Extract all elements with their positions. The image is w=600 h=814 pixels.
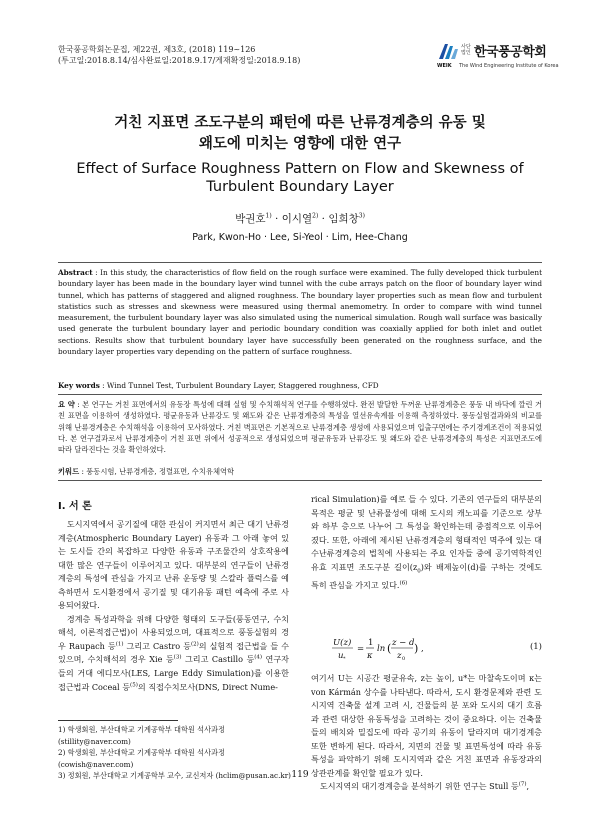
english-keywords [58, 380, 542, 391]
authors-korean [0, 211, 600, 226]
author-name: 이시열 [281, 213, 313, 225]
svg-text:z − d: z − d [392, 638, 415, 648]
section-heading: I. 서 론 [58, 501, 92, 512]
abstract-top-rule [58, 262, 542, 263]
left-column [58, 518, 289, 694]
english-abstract [58, 267, 542, 357]
author-name: 박권호 [235, 213, 266, 225]
svg-text:0: 0 [402, 656, 406, 662]
english-title-line2: Turbulent Boundary Layer [206, 179, 394, 195]
author-separator: · [271, 213, 282, 225]
korean-keywords [58, 466, 542, 477]
abstract-mid-rule [58, 394, 542, 395]
journal-header [58, 44, 300, 66]
left-paragraph-1: 도시지역에서 공기질에 대한 관심이 커지면서 최근 대기 난류경계층(Atmospheric Boundary Layer) 유동과 그 아래 놓여 있는 도시들 간의 복잡하고 다양한 유동과 구조물간의 상호작용에 대한 많은 연구들이 이루어지고 있다. 대부분의 연구들이 난류경계층의 특성에 관심을 가지고 난류 운동량 및 스칼라 플럭스를 예측하면서 도시환경에서 공기질 및 대기유동 패턴 예측에 주로 사용되어왔다. [58, 519, 289, 611]
author-separator: · [318, 213, 329, 225]
page-number: 119 [291, 770, 309, 780]
right-column-top [311, 493, 542, 592]
svg-text:ln: ln [377, 644, 386, 654]
footnote-rule [58, 720, 178, 721]
journal-dates: (투고일:2018.8.14/심사완료일:2018.9.17/게재확정일:2018.9.18) [58, 56, 301, 65]
footnote-2: 2) 학생회원, 부산대학교 기계공학부 대학원 석사과정 (cowish@naver.com) [58, 748, 225, 769]
svg-text:u: u [338, 651, 344, 661]
svg-text:κ: κ [367, 651, 373, 661]
log-law-equation [331, 634, 451, 664]
journal-citation: 한국풍공학회논문집, 제22권, 제3호, (2018) 119~126 [58, 45, 256, 54]
svg-text:,: , [421, 644, 424, 654]
svg-text:(: ( [387, 642, 392, 655]
author-affil: 2) [312, 212, 319, 220]
equation-1 [311, 634, 542, 664]
equation-number: (1) [529, 642, 542, 652]
right-paragraph-2: 여기서 U는 시공간 평균유속, z는 높이, u*는 마찰속도이며 κ는 von Kármán 상수를 나타낸다. 따라서, 도시 환경문제와 관련 도시지역 건축물 설계 고려 시, 건물들의 분 포와 도시의 대기 흐름과 관련 대상한 유동특성을 고려하는 것이 중요하다. 이는 건축물들의 배치와 밀집도에 따라 공기의 유동이 달라지며 대기경계층 또한 변하게 된다. 따라서, 지면의 건물 및 표면특성에 따라 유동특성을 파악하기 위해 도시지역과 같은 거친 표면과 유동장과의 상관관계를 확인할 필요가 있다. [311, 673, 542, 778]
svg-text:1: 1 [368, 638, 374, 648]
wind-logo-icon [437, 41, 459, 61]
korean-title-line2: 왜도에 미치는 영향에 대한 연구 [198, 136, 402, 152]
abstract-text: : In this study, the characteristics of flow field on the rough surface were examined. The fully developed thick turbulent boundary layer has been made in the boundary layer wind tunnel with the cube arrays patch on the floor of boundary layer wind tunnel, which has patterns of staggered and aligned roughness. The boundary layer properties such as mean flow and turbulent statistics such as stresses and skewness were measured using thermal anemometry. In order to compare with wind tunnel measurement, the turbulent boundary layer was also simulated using the numerical simulation. Rough wall surface was basically used generate the turbulent boundary layer and periodic boundary condition was coaxially applied for both inlet and outlet sections. Results show that turbulent boundary layer have successfully been generated on the roughness surface, and the boundary layer properties vary depending on the pattern of surface roughness. [58, 268, 542, 357]
author-affil: 1) [265, 212, 272, 220]
right-paragraph-1: rical Simulation)를 예로 들 수 있다. 기존의 연구들의 대부분의 목적은 평균 및 난류물성에 대해 도시의 캐노피를 기준으로 상부와 하부 층으로 나누어 그 특성을 확인하는데 중점적으로 이루어졌다. 또한, 아래에 제시된 난류경계층의 형태적인 멱주에 있는 대수난류경계층의 법칙에 사용되는 주요 인자들 중에 공기역학적인 유효 지표면 조도구분 길이$(z_0)$와 배제높이(d)를 구하는 것에도 특히 관심을 가지고 있다.$^{(6)}$ [311, 494, 542, 590]
author-name: 임희창 [328, 213, 359, 225]
english-title-line1: Effect of Surface Roughness Pattern on Flow and Skewness of [76, 161, 524, 177]
author-affil: 3) [358, 212, 365, 220]
english-title [0, 160, 600, 196]
keywords-label: Key words [58, 381, 100, 390]
svg-text:z: z [397, 651, 402, 661]
korean-title [0, 113, 600, 155]
svg-text:): ) [414, 642, 419, 655]
abstract-bottom-rule [58, 480, 542, 481]
abstract-label: Abstract [58, 268, 93, 277]
svg-text:U(z): U(z) [333, 638, 352, 648]
svg-text:*: * [343, 656, 346, 662]
korean-abstract-text: : 본 연구는 거친 표면에서의 유동장 특성에 대해 실험 및 수치해석적 연구를 수행하였다. 완전 발달한 두꺼운 난류경계층은 풍동 내 바닥에 깔린 거친 표면을 이용하여 생성하였다. 평균유동과 난류강도 및 왜도와 같은 난류경계층의 특성을 열선유속계를 이용해 측정하였다. 풍동실험결과와의 비교를 위해 난류경계층은 수치해석을 이용하여 모사하였다. 거친 벽표면은 기본적으로 난류경계층 생성에 사용되었으며 입출구면에는 주기경계조건이 적용되었다. 본 연구결과로서 난류경계층이 거친 표면 위에서 성공적으로 생성되었으며 평균유동과 난류강도 및 왜도와 같은 난류경계층의 특성은 지표면조도에 따라 달라진다는 것을 확인하였다. [58, 400, 543, 455]
left-paragraph-2: 경계층 특성과학을 위해 다양한 형태의 도구들(풍동연구, 수치해석, 이론적접근법)이 사용되었으며, 대표적으로 풍동실험의 경우 Raupach 등$^{(1)}$ 그리고 Castro 등$^{(2)}$의 실험적 접근법을 들 수 있으며, 수치해석의 경우 Xie 등$^{(3)}$ 그리고 Castillo 등$^{(4)}$ 연구자들의 거대 에디모사(LES, Large Eddy Simulation)를 이용한 접근법과 Coceal 등$^{(5)}$의 직접수치모사(DNS, Direct Nume- [58, 613, 290, 692]
korean-keywords-label: 키워드 [58, 467, 80, 476]
society-logo [437, 41, 559, 71]
korean-abstract [58, 399, 542, 455]
logo-name: 한국풍공학회 [474, 45, 547, 60]
korean-abstract-label: 요 약 [58, 400, 75, 409]
keywords-text: : Wind Tunnel Test, Turbulent Boundary Layer, Staggered roughness, CFD [102, 381, 379, 390]
footnote-3: 3) 정회원, 부산대학교 기계공학부 교수, 교신저자 (hclim@pusan.ac.kr) [58, 771, 291, 780]
logo-abbr: WEIK [437, 63, 452, 69]
logo-sub-text: 사단 법인 [461, 44, 471, 56]
svg-text:=: = [357, 644, 365, 654]
authors-english: Park, Kwon-Ho · Lee, Si-Yeol · Lim, Hee-Chang [192, 232, 408, 243]
korean-keywords-text: : 풍동시험, 난류경계층, 정렬표면, 수치유체역학 [81, 467, 235, 476]
logo-english: The Wind Engineering Institute of Korea [459, 63, 559, 69]
korean-title-line1: 거친 지표면 조도구분의 패턴에 따른 난류경계층의 유동 및 [114, 115, 486, 131]
right-paragraph-3: 도시지역의 대기경계층을 분석하기 위한 연구는 Stull 등$^{(7)}$, [319, 781, 530, 792]
footnote-1: 1) 학생회원, 부산대학교 기계공학부 대학원 석사과정 (stillity@naver.com) [58, 725, 225, 746]
